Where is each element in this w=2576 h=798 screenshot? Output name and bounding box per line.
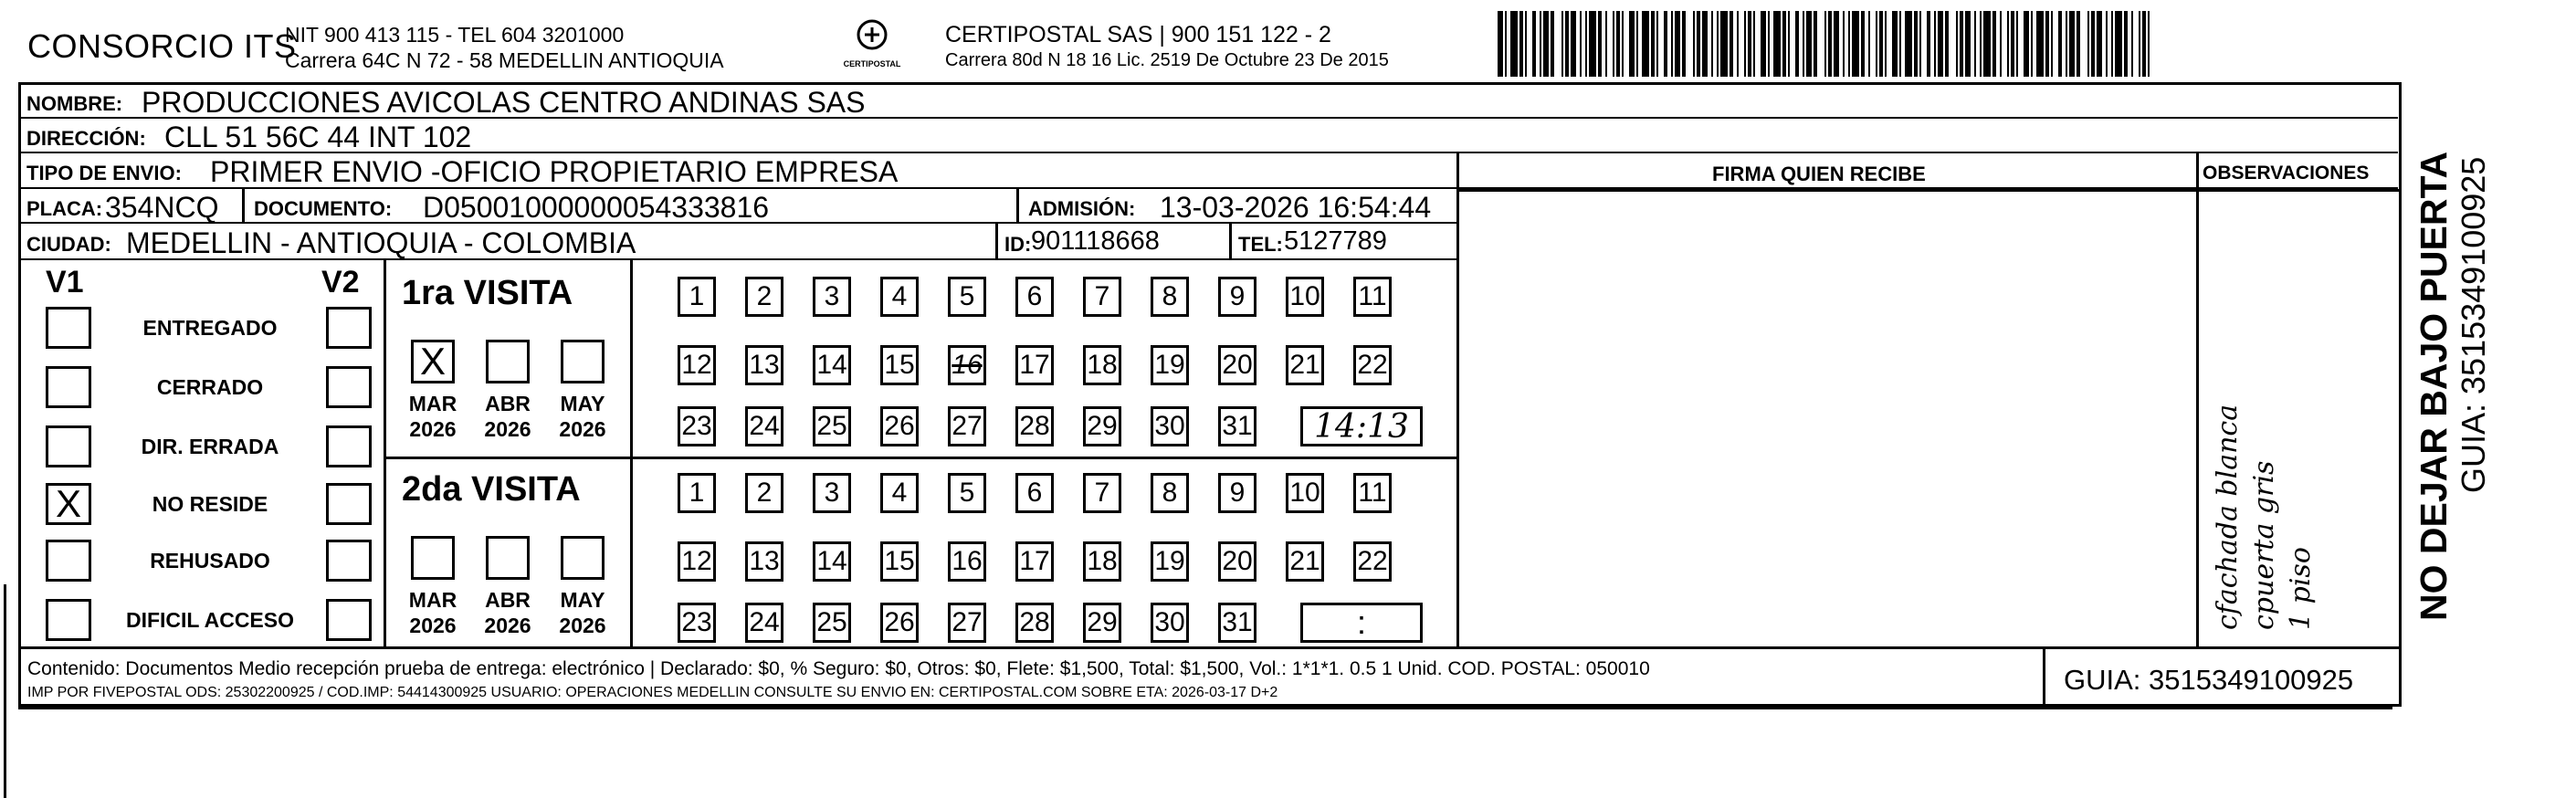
- day-cell[interactable]: 29: [1083, 603, 1121, 643]
- visit-divider: [384, 457, 1459, 459]
- barcode-bar: [1949, 11, 1956, 77]
- day-cell[interactable]: 1: [678, 473, 716, 513]
- courier-line: CERTIPOSTAL SAS | 900 151 122 - 2: [945, 22, 1331, 47]
- firma-label: FIRMA QUIEN RECIBE: [1712, 163, 1926, 185]
- barcode-bar: [1686, 11, 1693, 77]
- status-label: NO RESIDE: [152, 492, 268, 516]
- day-cell[interactable]: 11: [1353, 277, 1392, 317]
- documento-value: D05001000000054333816: [423, 191, 770, 224]
- day-cell[interactable]: 8: [1151, 473, 1189, 513]
- barcode-bar: [1589, 11, 1596, 77]
- day-cell[interactable]: 14: [813, 345, 851, 385]
- day-cell[interactable]: 4: [880, 277, 919, 317]
- v1-checkbox[interactable]: X: [46, 483, 91, 525]
- row-nombre: [21, 85, 2398, 119]
- footer-line-2: IMP POR FIVEPOSTAL ODS: 25302200925 / COD.IMP: 54414300925 USUARIO: OPERACIONES MEDELLIN CONSULTE SU ENVIO EN: CERTIPOSTAL.COM SOBRE ETA: 2026-03-17 D+2: [27, 685, 1278, 700]
- day-cell[interactable]: 22: [1353, 541, 1392, 582]
- day-cell[interactable]: 15: [880, 345, 919, 385]
- day-cell[interactable]: 27: [948, 406, 986, 446]
- admision-value: 13-03-2026 16:54:44: [1160, 191, 1432, 224]
- day-cell[interactable]: 27: [948, 603, 986, 643]
- day-cell[interactable]: 20: [1218, 541, 1256, 582]
- day-cell[interactable]: 18: [1083, 541, 1121, 582]
- barcode-bar: [1642, 11, 1649, 77]
- month-label: [478, 587, 537, 638]
- day-cell[interactable]: 26: [880, 603, 919, 643]
- barcode-bar: [1720, 11, 1728, 77]
- day-cell[interactable]: 23: [678, 406, 716, 446]
- day-cell[interactable]: 25: [813, 406, 851, 446]
- month-checkbox[interactable]: [486, 340, 530, 383]
- tel-label: TEL:: [1238, 233, 1283, 256]
- v2-checkbox[interactable]: [326, 366, 372, 408]
- placa-label: PLACA:: [26, 197, 103, 220]
- month-name: MAY: [560, 392, 605, 415]
- barcode-bar: [1510, 11, 1518, 77]
- company-name: CONSORCIO ITS: [27, 27, 297, 65]
- month-label: [404, 587, 462, 638]
- status-label: CERRADO: [156, 375, 264, 399]
- visit-title: 1ra VISITA: [402, 274, 573, 312]
- id-value: 901118668: [1031, 226, 1160, 256]
- time-box[interactable]: :: [1300, 603, 1423, 643]
- observaciones-label: OBSERVACIONES: [2203, 163, 2370, 184]
- v1-checkbox[interactable]: [46, 307, 91, 349]
- barcode-bar: [1773, 11, 1781, 77]
- sep-id: [995, 224, 998, 260]
- month-checkbox[interactable]: [411, 536, 455, 580]
- v2-checkbox[interactable]: [326, 307, 372, 349]
- month-name: ABR: [485, 392, 531, 415]
- month-label: [478, 391, 537, 442]
- firma-header-line: [1456, 189, 2402, 192]
- day-cell[interactable]: 6: [1015, 277, 1054, 317]
- admision-label: ADMISIÓN:: [1028, 197, 1136, 220]
- v1-checkbox[interactable]: [46, 599, 91, 641]
- barcode-bar: [2036, 11, 2044, 77]
- sep-footer-guia: [2043, 646, 2045, 707]
- month-name: MAY: [560, 588, 605, 612]
- v2-checkbox[interactable]: [326, 599, 372, 641]
- day-cell[interactable]: 30: [1151, 603, 1189, 643]
- footer-line-1: Contenido: Documentos Medio recepción prueba de entrega: electrónico | Declarado: $0, % Seguro: $0, Otros: $0, Flete: $1,500, Total: $1,500, Vol.: 1*1*1. 0.5 1 Unid. COD. POSTAL: 050010: [27, 658, 1650, 679]
- day-cell[interactable]: 24: [745, 603, 783, 643]
- barcode-bar: [1554, 11, 1561, 77]
- day-cell[interactable]: 18: [1083, 345, 1121, 385]
- day-cell[interactable]: 10: [1286, 473, 1324, 513]
- ciudad-label: CIUDAD:: [26, 233, 111, 256]
- sep-months: [630, 260, 633, 646]
- direccion-value: CLL 51 56C 44 INT 102: [164, 121, 472, 153]
- observation-line-1: cfachada blanca: [2212, 404, 2244, 630]
- day-cell[interactable]: 31: [1218, 406, 1256, 446]
- day-cell[interactable]: 30: [1151, 406, 1189, 446]
- v1-checkbox[interactable]: [46, 366, 91, 408]
- sep-firma: [1456, 153, 1459, 646]
- status-label: DIFICIL ACCESO: [125, 608, 294, 632]
- month-name: ABR: [485, 588, 531, 612]
- day-cell[interactable]: 6: [1015, 473, 1054, 513]
- tipo-label: TIPO DE ENVIO:: [26, 162, 182, 184]
- barcode-bar: [2080, 11, 2087, 77]
- month-name: MAR: [408, 392, 457, 415]
- day-cell[interactable]: 7: [1083, 473, 1121, 513]
- day-cell[interactable]: 25: [813, 603, 851, 643]
- day-cell[interactable]: 16: [948, 541, 986, 582]
- id-label: ID:: [1004, 233, 1032, 256]
- status-label: REHUSADO: [150, 549, 270, 572]
- observation-line-3: 1 piso: [2285, 547, 2317, 630]
- month-year: 2026: [409, 614, 457, 637]
- month-checkbox[interactable]: [561, 536, 605, 580]
- day-cell[interactable]: 22: [1353, 345, 1392, 385]
- courier-info: [945, 22, 1389, 73]
- nit-line: NIT 900 413 115 - TEL 604 3201000: [285, 23, 625, 47]
- month-label: [404, 391, 462, 442]
- barcode-bar: [1905, 11, 1912, 77]
- sep-status: [384, 260, 386, 646]
- day-cell[interactable]: 11: [1353, 473, 1392, 513]
- month-checkbox[interactable]: [561, 340, 605, 383]
- address-line: Carrera 64C N 72 - 58 MEDELLIN ANTIOQUIA: [285, 48, 724, 72]
- day-cell[interactable]: 24: [745, 406, 783, 446]
- logo-text: CERTIPOSTAL: [843, 59, 901, 68]
- day-cell[interactable]: 2: [745, 277, 783, 317]
- barcode-bar: [1852, 11, 1859, 77]
- month-label: [553, 391, 612, 442]
- day-cell[interactable]: 1: [678, 277, 716, 317]
- v1-checkbox[interactable]: [46, 425, 91, 467]
- day-cell[interactable]: 21: [1286, 345, 1324, 385]
- month-name: MAR: [408, 588, 457, 612]
- row-direccion: [21, 119, 2398, 153]
- courier-address: Carrera 80d N 18 16 Lic. 2519 De Octubre 23 De 2015: [945, 50, 1389, 70]
- certipostal-logo: [826, 18, 918, 68]
- barcode: [1498, 11, 2155, 77]
- observation-line-2: cpuerta gris: [2248, 460, 2280, 630]
- bottom-edge: [18, 707, 2392, 709]
- logo-icon: [852, 18, 892, 55]
- nombre-label: NOMBRE:: [26, 92, 123, 115]
- day-cell[interactable]: 26: [880, 406, 919, 446]
- day-cell[interactable]: 31: [1218, 603, 1256, 643]
- status-label: ENTREGADO: [142, 316, 278, 340]
- status-label: DIR. ERRADA: [141, 435, 279, 458]
- day-cell[interactable]: 15: [880, 541, 919, 582]
- sep-admision: [1016, 189, 1019, 224]
- v2-header: V2: [321, 265, 360, 299]
- day-cell[interactable]: 5: [948, 277, 986, 317]
- left-edge: [4, 584, 6, 798]
- day-cell[interactable]: 12: [678, 345, 716, 385]
- day-cell[interactable]: 29: [1083, 406, 1121, 446]
- row-placa: [21, 189, 1459, 224]
- month-year: 2026: [409, 417, 457, 441]
- day-cell[interactable]: 12: [678, 541, 716, 582]
- day-cell[interactable]: 3: [813, 277, 851, 317]
- day-cell[interactable]: 4: [880, 473, 919, 513]
- month-year: 2026: [484, 614, 531, 637]
- day-cell[interactable]: 3: [813, 473, 851, 513]
- day-cell[interactable]: 2: [745, 473, 783, 513]
- day-cell[interactable]: 17: [1015, 345, 1054, 385]
- row-tipo: [21, 153, 2398, 189]
- day-cell[interactable]: 7: [1083, 277, 1121, 317]
- day-cell[interactable]: 9: [1218, 277, 1256, 317]
- barcode-bar: [2115, 11, 2122, 77]
- month-checkbox[interactable]: X: [411, 340, 455, 383]
- day-cell[interactable]: 13: [745, 541, 783, 582]
- sep-tel: [1229, 224, 1232, 260]
- day-cell[interactable]: 5: [948, 473, 986, 513]
- barcode-bar: [2150, 11, 2155, 77]
- v2-checkbox[interactable]: [326, 540, 372, 582]
- month-year: 2026: [484, 417, 531, 441]
- month-label: [553, 587, 612, 638]
- day-cell[interactable]: 28: [1015, 603, 1054, 643]
- visit-title: 2da VISITA: [402, 470, 581, 509]
- day-cell[interactable]: 17: [1015, 541, 1054, 582]
- day-cell[interactable]: 13: [745, 345, 783, 385]
- day-cell[interactable]: 19: [1151, 541, 1189, 582]
- v1-header: V1: [46, 265, 84, 299]
- tel-value: 5127789: [1284, 226, 1387, 256]
- day-cell[interactable]: 16: [948, 345, 986, 385]
- day-cell[interactable]: 9: [1218, 473, 1256, 513]
- side-guia: GUIA: 3515349100925: [2455, 156, 2492, 493]
- sep-placa: [242, 189, 245, 224]
- side-warning: NO DEJAR BAJO PUERTA: [2413, 151, 2455, 621]
- v2-checkbox[interactable]: [326, 425, 372, 467]
- footer-guia: GUIA: 3515349100925: [2064, 664, 2354, 696]
- company-info: [285, 22, 724, 73]
- month-checkbox[interactable]: [486, 536, 530, 580]
- barcode-bar: [1817, 11, 1824, 77]
- day-cell[interactable]: 21: [1286, 541, 1324, 582]
- day-cell[interactable]: 28: [1015, 406, 1054, 446]
- tipo-value: PRIMER ENVIO -OFICIO PROPIETARIO EMPRESA: [210, 155, 899, 188]
- day-cell[interactable]: 10: [1286, 277, 1324, 317]
- day-cell[interactable]: 20: [1218, 345, 1256, 385]
- v2-checkbox[interactable]: [326, 483, 372, 525]
- v1-checkbox[interactable]: [46, 540, 91, 582]
- month-year: 2026: [559, 614, 606, 637]
- time-box[interactable]: 14:13: [1300, 406, 1423, 446]
- nombre-value: PRODUCCIONES AVICOLAS CENTRO ANDINAS SAS: [142, 86, 866, 119]
- ciudad-value: MEDELLIN - ANTIOQUIA - COLOMBIA: [126, 226, 636, 259]
- day-cell[interactable]: 14: [813, 541, 851, 582]
- direccion-label: DIRECCIÓN:: [26, 127, 146, 150]
- month-year: 2026: [559, 417, 606, 441]
- day-cell[interactable]: 8: [1151, 277, 1189, 317]
- day-cell[interactable]: 23: [678, 603, 716, 643]
- documento-label: DOCUMENTO:: [254, 197, 393, 220]
- row-ciudad: [21, 224, 1459, 260]
- placa-value: 354NCQ: [105, 191, 219, 224]
- barcode-bar: [1983, 11, 1991, 77]
- sep-observaciones: [2196, 153, 2199, 646]
- day-cell[interactable]: 19: [1151, 345, 1189, 385]
